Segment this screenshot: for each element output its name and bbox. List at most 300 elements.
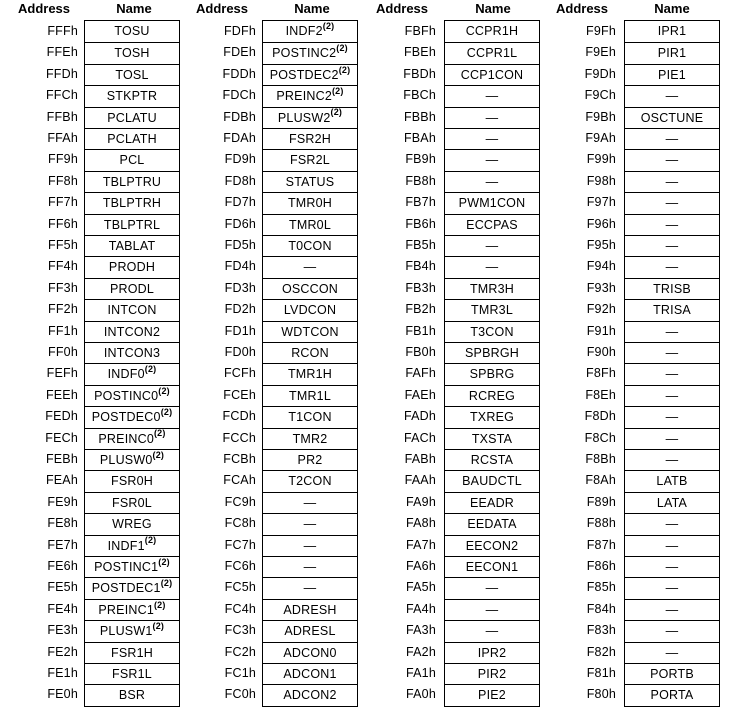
- address-cell: FF5h: [48, 238, 78, 252]
- address-cell: FE6h: [47, 559, 78, 573]
- address-cell: FDCh: [222, 88, 256, 103]
- address-cell: FFCh: [45, 88, 78, 103]
- name-column-1: [84, 20, 180, 707]
- address-header-3: Address: [375, 1, 429, 16]
- address-cell: F97h: [586, 195, 616, 210]
- register-name-cell: [85, 21, 179, 42]
- footnote-marker: (2): [158, 556, 170, 567]
- address-cell: FD9h: [224, 152, 256, 167]
- register-name: PLUSW0: [99, 453, 153, 467]
- register-name: INTCON2: [103, 324, 161, 339]
- address-cell: F8Ah: [585, 473, 616, 488]
- register-name: —: [665, 517, 679, 532]
- register-name: PWM1CON: [458, 196, 526, 211]
- footnote-marker: (2): [153, 428, 166, 439]
- register-name: —: [485, 239, 499, 253]
- address-cell: F94h: [586, 259, 616, 274]
- address-cell: FA7h: [406, 537, 436, 552]
- address-cell: FB2h: [405, 302, 436, 317]
- register-name: —: [485, 174, 499, 189]
- register-name: BAUDCTL: [462, 474, 522, 489]
- register-name: STKPTR: [106, 89, 158, 104]
- address-cell: FEDh: [45, 409, 78, 424]
- address-cell: FACh: [403, 430, 436, 445]
- register-name: TXREG: [469, 410, 515, 425]
- name-column-3: [444, 20, 540, 707]
- register-name: TRISB: [653, 281, 691, 296]
- address-cell: FA0h: [406, 687, 436, 702]
- footnote-marker: (2): [153, 599, 166, 610]
- register-name: INTCON3: [103, 346, 161, 360]
- address-cell: F91h: [586, 323, 616, 338]
- register-name-cell: [85, 85, 179, 106]
- address-cell: FEAh: [45, 473, 78, 488]
- register-name: —: [665, 602, 679, 617]
- register-name-cell: [263, 449, 357, 470]
- register-name-cell: [263, 577, 357, 598]
- register-name-cell: [625, 256, 719, 277]
- register-name-cell: [85, 620, 179, 641]
- address-cell: FCDh: [222, 409, 256, 424]
- register-name-cell: [263, 535, 357, 556]
- register-name: PRODH: [108, 260, 156, 275]
- address-cell: FD3h: [224, 280, 256, 295]
- register-name: POSTDEC2: [269, 67, 339, 82]
- address-cell: F80h: [586, 687, 616, 702]
- register-name: RCON: [291, 346, 329, 360]
- register-name-cell: [445, 171, 539, 192]
- register-name: TBLPTRH: [102, 196, 162, 211]
- register-name-cell: [445, 85, 539, 106]
- address-cell: F85h: [586, 580, 616, 595]
- address-cell: FD6h: [224, 216, 256, 231]
- address-cell: FBDh: [403, 66, 436, 81]
- address-cell: FA5h: [406, 580, 436, 595]
- register-name-cell: [263, 299, 357, 320]
- register-name: —: [665, 645, 679, 660]
- register-name: PORTB: [650, 667, 694, 681]
- register-name-cell: [625, 363, 719, 384]
- address-cell: F9Ch: [584, 88, 616, 103]
- register-name-cell: [263, 342, 357, 363]
- footnote-marker: (2): [322, 20, 335, 31]
- address-cell: FB5h: [405, 238, 436, 252]
- register-name: FSR2H: [289, 132, 331, 146]
- name-column-2: [262, 20, 358, 707]
- address-cell: F86h: [586, 559, 616, 573]
- address-header-1: Address: [17, 1, 71, 16]
- register-name-cell: [445, 321, 539, 342]
- register-name: —: [665, 624, 679, 639]
- register-name-cell: [625, 278, 719, 299]
- register-name-cell: [263, 64, 357, 85]
- address-cell: F95h: [586, 238, 616, 252]
- register-name-cell: [445, 342, 539, 363]
- register-name: LVDCON: [283, 303, 337, 318]
- register-name: —: [485, 110, 499, 125]
- register-name-cell: [445, 21, 539, 42]
- register-name: INTCON: [107, 303, 157, 318]
- address-cell: FC4h: [224, 601, 256, 616]
- register-name-cell: [263, 214, 357, 235]
- address-cell: FBFh: [404, 24, 436, 38]
- register-name: TMR3H: [469, 281, 515, 296]
- register-name: INDF0: [107, 367, 145, 382]
- register-name: —: [665, 260, 679, 275]
- register-name: —: [303, 538, 317, 553]
- register-name: TXSTA: [471, 431, 513, 446]
- register-name-cell: [445, 256, 539, 277]
- register-name: T3CON: [470, 324, 514, 339]
- register-name-cell: [263, 663, 357, 684]
- register-name-cell: [85, 470, 179, 491]
- address-cell: FF3h: [48, 280, 78, 295]
- address-cell: FE5h: [47, 580, 78, 595]
- register-name-cell: [625, 42, 719, 63]
- address-cell: FF2h: [48, 302, 78, 317]
- address-cell: FFEh: [46, 45, 78, 60]
- address-cell: F8Eh: [585, 387, 616, 402]
- register-name: PLUSW2: [277, 110, 331, 125]
- address-cell: FBBh: [403, 109, 436, 124]
- register-name-cell: [625, 406, 719, 427]
- register-name: OSCTUNE: [640, 110, 704, 125]
- register-name: TMR0L: [289, 217, 331, 232]
- address-cell: F8Bh: [585, 452, 616, 466]
- register-name-cell: [625, 535, 719, 556]
- address-cell: FB3h: [405, 280, 436, 295]
- register-name-cell: [85, 406, 179, 427]
- register-name: PIE1: [658, 67, 686, 82]
- address-cell: FD4h: [224, 259, 256, 274]
- register-name-cell: [263, 128, 357, 149]
- register-name: —: [485, 260, 499, 275]
- register-name: WDTCON: [281, 324, 339, 339]
- address-cell: FE3h: [47, 623, 78, 638]
- register-name-cell: [263, 85, 357, 106]
- address-cell: FAEh: [404, 387, 436, 402]
- address-cell: FB0h: [405, 345, 436, 359]
- address-cell: F83h: [586, 623, 616, 638]
- address-cell: FA6h: [406, 559, 436, 573]
- footnote-marker: (2): [338, 64, 351, 75]
- address-cell: FE8h: [47, 516, 78, 531]
- register-name: T0CON: [288, 239, 332, 253]
- register-name-cell: [263, 149, 357, 170]
- register-name: FSR1L: [112, 667, 152, 681]
- register-name: PREINC2: [276, 89, 332, 104]
- address-cell: F99h: [586, 152, 616, 167]
- register-name: TMR1H: [287, 367, 333, 382]
- register-name: FSR0L: [112, 495, 152, 510]
- address-cell: FE2h: [47, 644, 78, 659]
- register-name: —: [485, 624, 499, 639]
- register-name: ADCON0: [283, 645, 337, 660]
- register-name-cell: [625, 214, 719, 235]
- register-name-cell: [263, 470, 357, 491]
- address-cell: FCAh: [223, 473, 256, 488]
- address-cell: FABh: [404, 452, 436, 466]
- register-name: —: [303, 260, 317, 275]
- address-cell: FDEh: [223, 45, 256, 60]
- address-cell: F8Dh: [584, 409, 616, 424]
- register-name-cell: [625, 556, 719, 577]
- register-name-cell: [263, 406, 357, 427]
- name-header-2: Name: [294, 1, 330, 16]
- register-name-cell: [85, 363, 179, 384]
- register-name-cell: [263, 363, 357, 384]
- register-name-cell: [625, 299, 719, 320]
- register-name: LATB: [656, 474, 688, 489]
- register-name: —: [665, 196, 679, 211]
- register-name: —: [665, 388, 679, 403]
- register-name-cell: [263, 21, 357, 42]
- address-cell: FB9h: [405, 152, 436, 167]
- register-name: CCP1CON: [460, 67, 524, 82]
- address-cell: F84h: [586, 601, 616, 616]
- register-name: —: [485, 602, 499, 617]
- register-name-cell: [85, 278, 179, 299]
- address-cell: F93h: [586, 280, 616, 295]
- register-name: —: [665, 217, 679, 232]
- register-name-cell: [85, 577, 179, 598]
- register-name-cell: [625, 470, 719, 491]
- register-name-cell: [85, 321, 179, 342]
- register-name: —: [665, 367, 679, 382]
- register-name: PLUSW1: [99, 624, 153, 639]
- address-cell: FF0h: [48, 345, 78, 359]
- address-cell: F88h: [586, 516, 616, 531]
- register-name-cell: [263, 107, 357, 128]
- address-cell: FCEh: [223, 387, 256, 402]
- address-cell: FC3h: [224, 623, 256, 638]
- address-cell: FAFh: [405, 366, 436, 381]
- address-header-4: Address: [555, 1, 609, 16]
- register-name: —: [665, 239, 679, 253]
- register-name: PORTA: [650, 688, 694, 703]
- register-name: ADCON1: [283, 667, 337, 681]
- address-cell: F9Ah: [585, 131, 616, 145]
- register-name: PREINC0: [98, 431, 154, 446]
- address-cell: FFBh: [46, 109, 78, 124]
- register-name: —: [665, 346, 679, 360]
- address-cell: FFAh: [47, 131, 78, 145]
- register-name-cell: [625, 149, 719, 170]
- address-cell: FD0h: [224, 345, 256, 359]
- address-cell: F9Fh: [586, 24, 616, 38]
- address-cell: FD5h: [224, 238, 256, 252]
- address-cell: FAAh: [404, 473, 436, 488]
- address-cell: FDFh: [223, 24, 256, 38]
- address-cell: FE4h: [47, 601, 78, 616]
- register-name: LATA: [656, 495, 688, 510]
- register-name: EECON2: [465, 538, 519, 553]
- address-header-2: Address: [195, 1, 249, 16]
- address-cell: FD1h: [224, 323, 256, 338]
- register-name-cell: [85, 42, 179, 63]
- address-cell: F8Ch: [584, 430, 616, 445]
- register-name-cell: [445, 449, 539, 470]
- register-name: ADCON2: [283, 688, 337, 703]
- register-name: T1CON: [288, 410, 332, 425]
- register-name-cell: [445, 385, 539, 406]
- address-cell: FB4h: [405, 259, 436, 274]
- address-cell: F81h: [586, 666, 616, 680]
- register-name-cell: [445, 214, 539, 235]
- register-name: —: [665, 538, 679, 553]
- register-name: POSTINC2: [272, 46, 337, 61]
- register-name: —: [665, 431, 679, 446]
- register-name-cell: [445, 599, 539, 620]
- address-cell: FD2h: [224, 302, 256, 317]
- address-cell: FF8h: [48, 173, 78, 188]
- address-cell: FBCh: [403, 88, 436, 103]
- address-cell: FCBh: [223, 452, 256, 466]
- register-name-cell: [625, 321, 719, 342]
- register-name-cell: [445, 492, 539, 513]
- register-name: —: [485, 89, 499, 104]
- register-name-cell: [263, 599, 357, 620]
- register-name: POSTDEC1: [91, 581, 161, 596]
- register-name-cell: [445, 428, 539, 449]
- register-name-cell: [263, 556, 357, 577]
- register-name: —: [303, 581, 317, 596]
- register-name: RCREG: [468, 388, 516, 403]
- register-name: PREINC1: [98, 602, 154, 617]
- register-name-cell: [625, 64, 719, 85]
- register-name-cell: [445, 684, 539, 705]
- register-name-cell: [85, 107, 179, 128]
- footnote-marker: (2): [158, 385, 170, 396]
- address-cell: F82h: [586, 644, 616, 659]
- address-cell: FC2h: [224, 644, 256, 659]
- register-name: INDF2: [285, 24, 323, 38]
- register-name-cell: [85, 684, 179, 705]
- address-cell: FF1h: [48, 323, 78, 338]
- address-cell: FA2h: [406, 644, 436, 659]
- address-cell: F8Fh: [586, 366, 616, 381]
- register-name-cell: [625, 620, 719, 641]
- address-cell: FE1h: [47, 666, 78, 680]
- register-name: TOSH: [114, 46, 150, 61]
- register-name-cell: [445, 192, 539, 213]
- register-name-cell: [445, 470, 539, 491]
- register-name-cell: [85, 428, 179, 449]
- address-cell: FF6h: [48, 216, 78, 231]
- address-cell: FF7h: [48, 195, 78, 210]
- register-name: PIR1: [657, 46, 687, 61]
- address-cell: FFDh: [45, 66, 78, 81]
- register-name: —: [665, 174, 679, 189]
- address-cell: FD7h: [224, 195, 256, 210]
- register-name-cell: [85, 299, 179, 320]
- register-name-cell: [85, 599, 179, 620]
- footnote-marker: (2): [144, 364, 157, 375]
- register-name: —: [665, 581, 679, 596]
- register-name: EECON1: [465, 560, 519, 574]
- register-name-cell: [85, 663, 179, 684]
- register-name-cell: [263, 642, 357, 663]
- register-name-cell: [625, 385, 719, 406]
- address-cell: FEFh: [46, 366, 78, 381]
- register-name-cell: [625, 342, 719, 363]
- register-name-cell: [625, 235, 719, 256]
- register-name: PIE2: [478, 688, 506, 703]
- address-cell: FFFh: [47, 24, 78, 38]
- address-cell: FA9h: [406, 494, 436, 509]
- register-name-cell: [445, 535, 539, 556]
- footnote-marker: (2): [144, 535, 157, 546]
- register-name: —: [303, 495, 317, 510]
- register-name-cell: [445, 235, 539, 256]
- register-name: STATUS: [285, 174, 335, 189]
- register-name: PCLATH: [107, 132, 157, 146]
- address-cell: FB1h: [405, 323, 436, 338]
- register-name-cell: [445, 363, 539, 384]
- register-name-cell: [85, 235, 179, 256]
- register-name: POSTINC1: [94, 560, 159, 574]
- register-name: POSTINC0: [94, 388, 159, 403]
- register-name: T2CON: [288, 474, 332, 489]
- footnote-marker: (2): [331, 86, 344, 97]
- register-name: TOSU: [114, 24, 150, 38]
- register-name-cell: [263, 256, 357, 277]
- register-name-cell: [85, 192, 179, 213]
- register-name: —: [303, 517, 317, 532]
- address-cell: FA8h: [406, 516, 436, 531]
- register-name-cell: [625, 171, 719, 192]
- register-name-cell: [85, 171, 179, 192]
- register-name-cell: [445, 663, 539, 684]
- register-name: TOSL: [115, 67, 149, 82]
- address-cell: F9Bh: [585, 109, 616, 124]
- register-name-cell: [445, 149, 539, 170]
- name-header-4: Name: [654, 1, 690, 16]
- register-name-cell: [263, 235, 357, 256]
- register-name-cell: [445, 577, 539, 598]
- register-name-cell: [263, 321, 357, 342]
- register-name-cell: [445, 642, 539, 663]
- register-name-cell: [85, 385, 179, 406]
- register-name-cell: [445, 107, 539, 128]
- address-cell: FC0h: [224, 687, 256, 702]
- address-cell: FECh: [45, 430, 78, 445]
- address-cell: FBEh: [403, 45, 436, 60]
- address-cell: FF4h: [48, 259, 78, 274]
- register-name-cell: [625, 599, 719, 620]
- address-cell: FB7h: [405, 195, 436, 210]
- register-name: INDF1: [107, 538, 145, 553]
- register-name: FSR2L: [290, 153, 330, 168]
- register-name: —: [665, 324, 679, 339]
- register-name-cell: [445, 42, 539, 63]
- register-name: —: [665, 560, 679, 574]
- register-name: FSR1H: [111, 645, 153, 660]
- address-cell: FEEh: [45, 387, 78, 402]
- footnote-marker: (2): [160, 578, 173, 589]
- register-name: IPR1: [657, 24, 687, 38]
- register-name: EEDATA: [467, 517, 517, 532]
- address-cell: FDBh: [223, 109, 256, 124]
- register-name-cell: [263, 620, 357, 641]
- register-name-cell: [263, 278, 357, 299]
- register-name: TMR3L: [471, 303, 513, 318]
- register-name-cell: [85, 128, 179, 149]
- address-cell: F87h: [586, 537, 616, 552]
- register-name: TMR1L: [289, 388, 331, 403]
- address-cell: F9Eh: [585, 45, 616, 60]
- address-cell: FDAh: [223, 131, 256, 145]
